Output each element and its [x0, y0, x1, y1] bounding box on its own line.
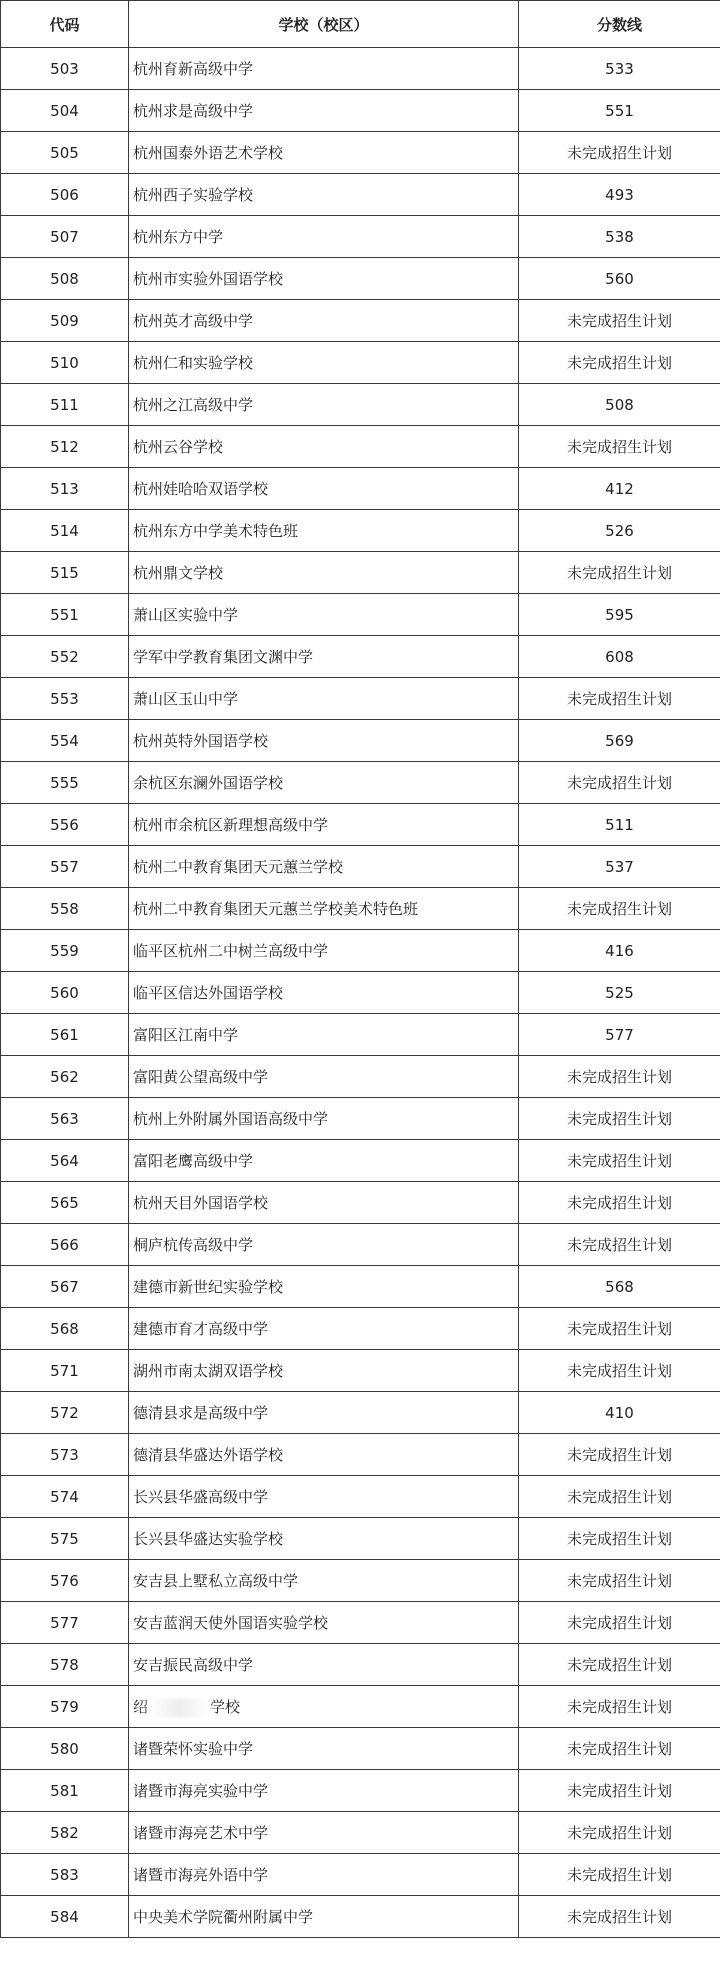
school-name-cell: 杭州英才高级中学 — [129, 300, 519, 342]
school-name-cell: 桐庐杭传高级中学 — [129, 1224, 519, 1266]
school-code-cell: 552 — [1, 636, 129, 678]
table-row — [1, 300, 720, 342]
school-code-cell: 574 — [1, 1476, 129, 1518]
school-name-cell: 萧山区实验中学 — [129, 594, 519, 636]
table-row — [1, 1098, 720, 1140]
school-code-cell: 561 — [1, 1014, 129, 1056]
school-name-cell: 杭州育新高级中学 — [129, 48, 519, 90]
school-name-cell: 杭州娃哈哈双语学校 — [129, 468, 519, 510]
table-row — [1, 930, 720, 972]
table-row — [1, 1350, 720, 1392]
header-score: 分数线 — [519, 1, 720, 48]
score-cell: 未完成招生计划 — [519, 1686, 720, 1728]
school-code-cell: 578 — [1, 1644, 129, 1686]
school-code-cell: 505 — [1, 132, 129, 174]
school-name-cell: 富阳黄公望高级中学 — [129, 1056, 519, 1098]
school-name-cell: 德清县求是高级中学 — [129, 1392, 519, 1434]
school-name-cell: 杭州云谷学校 — [129, 426, 519, 468]
table-row — [1, 552, 720, 594]
school-code-cell: 572 — [1, 1392, 129, 1434]
school-code-cell: 565 — [1, 1182, 129, 1224]
table-row — [1, 384, 720, 426]
school-name-cell: 诸暨市海亮实验中学 — [129, 1770, 519, 1812]
score-cell: 511 — [519, 804, 720, 846]
header-row — [1, 1, 720, 48]
table-row — [1, 1728, 720, 1770]
header-code: 代码 — [1, 1, 129, 48]
school-code-cell: 563 — [1, 1098, 129, 1140]
school-code-cell: 508 — [1, 258, 129, 300]
school-name-cell: 余杭区东澜外国语学校 — [129, 762, 519, 804]
score-cell: 537 — [519, 846, 720, 888]
school-code-cell: 582 — [1, 1812, 129, 1854]
school-code-cell: 510 — [1, 342, 129, 384]
school-name-cell: 杭州二中教育集团天元蕙兰学校美术特色班 — [129, 888, 519, 930]
score-cell: 577 — [519, 1014, 720, 1056]
score-cell: 未完成招生计划 — [519, 762, 720, 804]
school-code-cell: 584 — [1, 1896, 129, 1938]
table-row — [1, 720, 720, 762]
school-code-cell: 512 — [1, 426, 129, 468]
school-code-cell: 507 — [1, 216, 129, 258]
table-row — [1, 1434, 720, 1476]
school-name-cell: 富阳区江南中学 — [129, 1014, 519, 1056]
score-cell: 未完成招生计划 — [519, 342, 720, 384]
table-row — [1, 1602, 720, 1644]
table-row — [1, 1266, 720, 1308]
score-cell: 412 — [519, 468, 720, 510]
school-code-cell: 513 — [1, 468, 129, 510]
school-code-cell: 559 — [1, 930, 129, 972]
table-row — [1, 1560, 720, 1602]
school-name-cell: 诸暨荣怀实验中学 — [129, 1728, 519, 1770]
score-cell: 525 — [519, 972, 720, 1014]
school-name-cell: 杭州二中教育集团天元蕙兰学校 — [129, 846, 519, 888]
table-row — [1, 342, 720, 384]
score-cell: 未完成招生计划 — [519, 1854, 720, 1896]
table-row — [1, 1770, 720, 1812]
school-name-suffix: 学校 — [210, 1698, 241, 1716]
school-name-cell: 杭州鼎文学校 — [129, 552, 519, 594]
score-cell: 538 — [519, 216, 720, 258]
table-row — [1, 90, 720, 132]
school-name-cell: 安吉蓝润天使外国语实验学校 — [129, 1602, 519, 1644]
header-school: 学校（校区） — [129, 1, 519, 48]
school-name-cell: 诸暨市海亮外语中学 — [129, 1854, 519, 1896]
school-name-cell: 杭州市实验外国语学校 — [129, 258, 519, 300]
score-cell: 560 — [519, 258, 720, 300]
school-code-cell: 511 — [1, 384, 129, 426]
table-row — [1, 972, 720, 1014]
table-row — [1, 1686, 720, 1728]
school-code-cell: 556 — [1, 804, 129, 846]
table-row — [1, 258, 720, 300]
table-row — [1, 1392, 720, 1434]
score-cell: 未完成招生计划 — [519, 1056, 720, 1098]
school-code-cell: 579 — [1, 1686, 129, 1728]
school-name-cell: 杭州求是高级中学 — [129, 90, 519, 132]
table-row — [1, 1014, 720, 1056]
score-cell: 未完成招生计划 — [519, 1098, 720, 1140]
score-cell: 595 — [519, 594, 720, 636]
school-code-cell: 580 — [1, 1728, 129, 1770]
score-cell: 未完成招生计划 — [519, 678, 720, 720]
table-row — [1, 888, 720, 930]
school-name-cell: 杭州英特外国语学校 — [129, 720, 519, 762]
school-name-cell: 杭州天目外国语学校 — [129, 1182, 519, 1224]
school-code-cell: 562 — [1, 1056, 129, 1098]
school-name-cell: 德清县华盛达外语学校 — [129, 1434, 519, 1476]
score-cell: 410 — [519, 1392, 720, 1434]
school-name-cell: 长兴县华盛高级中学 — [129, 1476, 519, 1518]
score-cell: 未完成招生计划 — [519, 1434, 720, 1476]
school-name-cell: 萧山区玉山中学 — [129, 678, 519, 720]
score-cell: 未完成招生计划 — [519, 1518, 720, 1560]
school-code-cell: 583 — [1, 1854, 129, 1896]
table-row — [1, 1308, 720, 1350]
school-code-cell: 566 — [1, 1224, 129, 1266]
school-name-cell: 安吉振民高级中学 — [129, 1644, 519, 1686]
score-cell: 未完成招生计划 — [519, 1182, 720, 1224]
table-row — [1, 48, 720, 90]
score-cell: 未完成招生计划 — [519, 888, 720, 930]
school-code-cell: 557 — [1, 846, 129, 888]
school-name-cell: 建德市新世纪实验学校 — [129, 1266, 519, 1308]
table-row — [1, 1476, 720, 1518]
table-row — [1, 678, 720, 720]
score-cell: 526 — [519, 510, 720, 552]
table-row — [1, 1518, 720, 1560]
score-cell: 551 — [519, 90, 720, 132]
score-cell: 未完成招生计划 — [519, 1728, 720, 1770]
table-row — [1, 1140, 720, 1182]
school-name-prefix: 绍 — [133, 1698, 149, 1716]
score-cell: 未完成招生计划 — [519, 1140, 720, 1182]
table-row — [1, 426, 720, 468]
score-cell: 未完成招生计划 — [519, 1350, 720, 1392]
school-name-cell: 临平区杭州二中树兰高级中学 — [129, 930, 519, 972]
score-cell: 未完成招生计划 — [519, 1476, 720, 1518]
table-row — [1, 1812, 720, 1854]
school-name-cell: 杭州西子实验学校 — [129, 174, 519, 216]
school-code-cell: 581 — [1, 1770, 129, 1812]
school-code-cell: 555 — [1, 762, 129, 804]
score-cell: 未完成招生计划 — [519, 1308, 720, 1350]
table-row — [1, 468, 720, 510]
school-code-cell: 567 — [1, 1266, 129, 1308]
score-cell: 未完成招生计划 — [519, 426, 720, 468]
table-row — [1, 174, 720, 216]
school-name-cell: 杭州上外附属外国语高级中学 — [129, 1098, 519, 1140]
score-cell: 416 — [519, 930, 720, 972]
school-name-cell: 杭州仁和实验学校 — [129, 342, 519, 384]
score-cell: 未完成招生计划 — [519, 1560, 720, 1602]
school-code-cell: 554 — [1, 720, 129, 762]
table-row — [1, 1182, 720, 1224]
score-cell: 未完成招生计划 — [519, 1602, 720, 1644]
table-row — [1, 636, 720, 678]
score-cell: 493 — [519, 174, 720, 216]
school-code-cell: 577 — [1, 1602, 129, 1644]
school-name-cell: 诸暨市海亮艺术中学 — [129, 1812, 519, 1854]
school-name-cell: 杭州国泰外语艺术学校 — [129, 132, 519, 174]
school-code-cell: 515 — [1, 552, 129, 594]
table-row — [1, 762, 720, 804]
score-cell: 未完成招生计划 — [519, 552, 720, 594]
school-name-cell: 杭州市余杭区新理想高级中学 — [129, 804, 519, 846]
score-cell: 533 — [519, 48, 720, 90]
table-row — [1, 846, 720, 888]
school-code-cell: 504 — [1, 90, 129, 132]
school-code-cell: 551 — [1, 594, 129, 636]
table-row — [1, 132, 720, 174]
score-cell: 未完成招生计划 — [519, 132, 720, 174]
table-row — [1, 510, 720, 552]
table-body — [1, 48, 720, 1938]
school-name-cell: 杭州东方中学美术特色班 — [129, 510, 519, 552]
school-code-cell: 558 — [1, 888, 129, 930]
school-name-cell: 学军中学教育集团文渊中学 — [129, 636, 519, 678]
score-cell: 569 — [519, 720, 720, 762]
score-cell: 568 — [519, 1266, 720, 1308]
school-code-cell: 575 — [1, 1518, 129, 1560]
school-name-cell: 中央美术学院衢州附属中学 — [129, 1896, 519, 1938]
table-row — [1, 1896, 720, 1938]
school-name-cell: 杭州之江高级中学 — [129, 384, 519, 426]
school-name-cell: 长兴县华盛达实验学校 — [129, 1518, 519, 1560]
score-cell: 未完成招生计划 — [519, 1812, 720, 1854]
school-name-cell: 富阳老鹰高级中学 — [129, 1140, 519, 1182]
school-code-cell: 509 — [1, 300, 129, 342]
school-name-cell: 安吉县上墅私立高级中学 — [129, 1560, 519, 1602]
school-name-cell: 临平区信达外国语学校 — [129, 972, 519, 1014]
school-code-cell: 553 — [1, 678, 129, 720]
school-code-cell: 568 — [1, 1308, 129, 1350]
score-cell: 508 — [519, 384, 720, 426]
school-code-cell: 571 — [1, 1350, 129, 1392]
score-cell: 未完成招生计划 — [519, 1896, 720, 1938]
table-row — [1, 1644, 720, 1686]
score-cell: 未完成招生计划 — [519, 1224, 720, 1266]
score-cell: 未完成招生计划 — [519, 300, 720, 342]
score-cell: 未完成招生计划 — [519, 1770, 720, 1812]
school-code-cell: 503 — [1, 48, 129, 90]
table-header — [1, 1, 720, 48]
school-code-cell: 573 — [1, 1434, 129, 1476]
school-code-cell: 564 — [1, 1140, 129, 1182]
school-code-cell: 506 — [1, 174, 129, 216]
school-name-cell: 杭州东方中学 — [129, 216, 519, 258]
school-name-cell — [129, 1686, 519, 1728]
table-row — [1, 216, 720, 258]
school-name-cell: 建德市育才高级中学 — [129, 1308, 519, 1350]
school-name-cell: 湖州市南太湖双语学校 — [129, 1350, 519, 1392]
score-cell: 未完成招生计划 — [519, 1644, 720, 1686]
table-row — [1, 804, 720, 846]
table-row — [1, 594, 720, 636]
score-cell: 608 — [519, 636, 720, 678]
school-code-cell: 560 — [1, 972, 129, 1014]
table-row — [1, 1056, 720, 1098]
redaction-blur — [148, 1699, 210, 1717]
table-row — [1, 1854, 720, 1896]
school-code-cell: 514 — [1, 510, 129, 552]
school-code-cell: 576 — [1, 1560, 129, 1602]
table-row — [1, 1224, 720, 1266]
